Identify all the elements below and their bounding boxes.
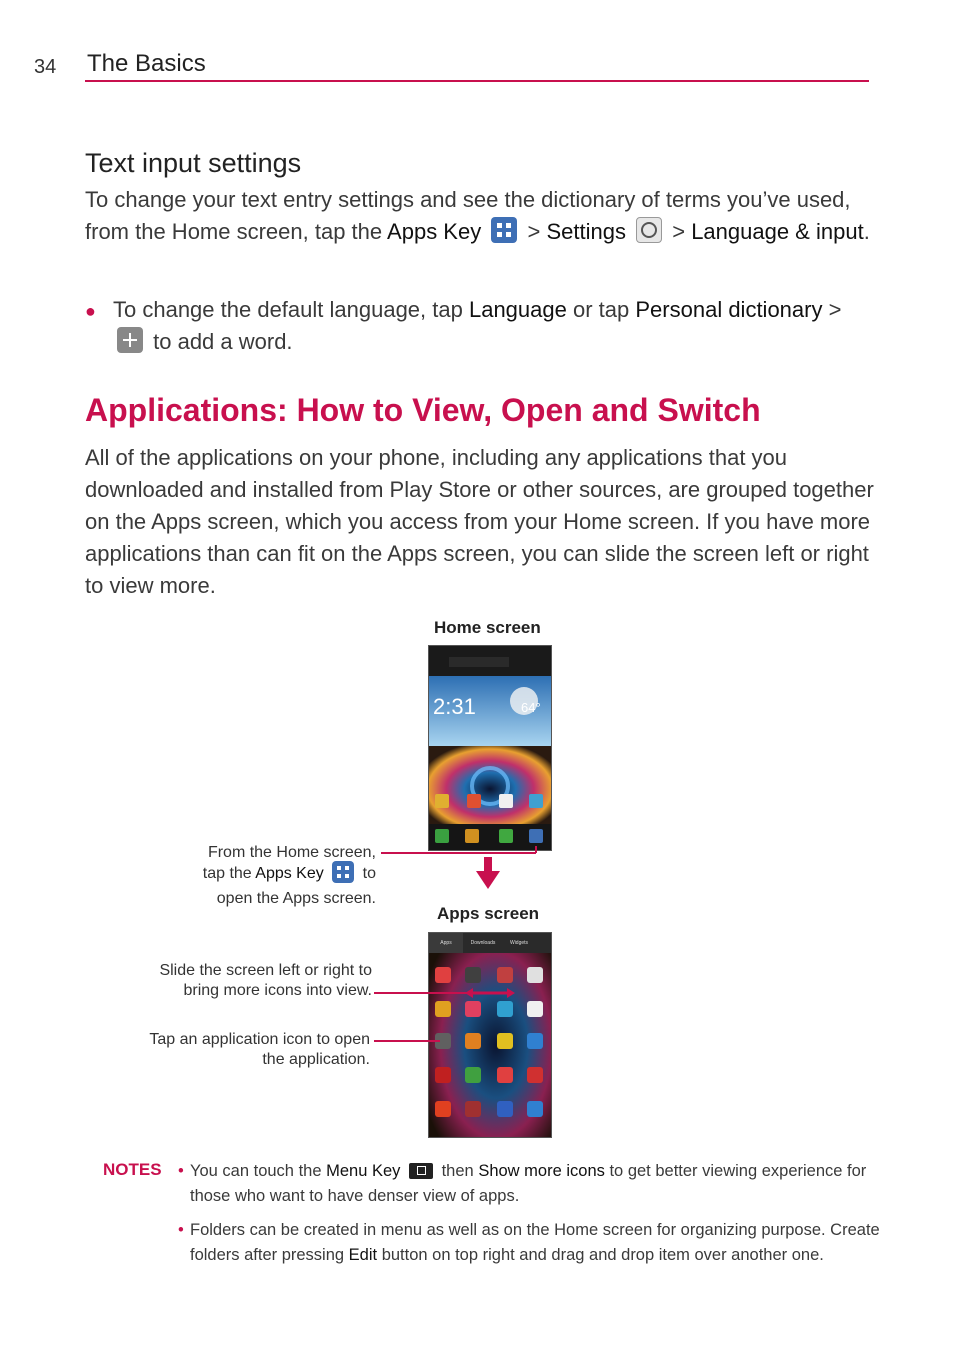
show-more-icons-label: Show more icons <box>478 1162 605 1180</box>
tab-downloads[interactable]: Downloads <box>470 940 496 946</box>
callout-text: to <box>362 865 376 883</box>
callout-leader-line <box>374 1040 440 1042</box>
page-number: 34 <box>34 56 57 78</box>
bullet-dot-icon: ● <box>85 301 96 321</box>
apps-key-icon <box>491 217 517 243</box>
callout-line: open the Apps screen. <box>216 890 376 907</box>
header-rule <box>85 80 869 82</box>
callout-line <box>140 863 376 885</box>
separator: > <box>672 219 686 244</box>
separator: > <box>527 219 541 244</box>
callout-text: tap the <box>202 865 252 883</box>
applications-heading: Applications: How to View, Open and Switch <box>85 392 761 428</box>
note-bullet-icon: • <box>178 1221 184 1239</box>
apps-key-label: Apps Key <box>387 219 482 244</box>
home-screen-title: Home screen <box>434 618 541 637</box>
plus-icon <box>117 327 143 353</box>
language-input-label: Language & input <box>691 219 864 244</box>
bullet-or: or tap <box>572 297 630 322</box>
callout-line: From the Home screen, <box>207 844 376 861</box>
callout-line: bring more icons into view. <box>183 982 372 999</box>
home-screen-image <box>428 645 552 851</box>
personal-dictionary-label: Personal dictionary <box>635 297 823 322</box>
apps-screen-illustration <box>429 933 551 1137</box>
callout-tap-icon <box>120 1030 370 1070</box>
tab-widgets[interactable]: Widgets <box>509 940 529 946</box>
callout-line: Tap an application icon to open <box>149 1031 370 1048</box>
down-arrow-icon <box>476 857 500 889</box>
note-text: Folders can be created in menu as well as on the Home screen for organizing purpose. Create folders after pressing <box>190 1221 880 1264</box>
menu-key-label: Menu Key <box>326 1162 401 1180</box>
text-input-heading: Text input settings <box>85 148 302 178</box>
apps-tab-bar <box>429 933 551 953</box>
separator: > <box>828 297 842 322</box>
callout-leader-line <box>381 852 536 854</box>
settings-gear-icon <box>636 217 662 243</box>
edit-label: Edit <box>348 1246 378 1264</box>
home-clock: 2:31 <box>433 694 476 719</box>
bullet-text-a: To change the default language, tap <box>113 297 463 322</box>
callout-line: Slide the screen left or right to <box>159 962 372 979</box>
para-text: To change your text entry settings and see the dictionary of terms you’ve used, from the Home screen, tap the <box>85 187 851 244</box>
note-item <box>178 1218 880 1268</box>
tab-apps[interactable]: Apps <box>440 940 452 946</box>
applications-paragraph: All of the applications on your phone, including any applications that you downloaded and installed from Play Store or other sources, are grouped together on the Apps screen, which you access from your Home screen. If you have more applications than can fit on the Apps screen, you can slide the screen left or right to view more. <box>85 445 874 598</box>
apps-screen-title: Apps screen <box>437 904 540 923</box>
apps-key-icon <box>332 861 354 883</box>
section-title: The Basics <box>87 50 206 77</box>
language-label: Language <box>468 297 567 322</box>
text-input-paragraph <box>85 184 875 248</box>
callout-leader-tick <box>535 846 537 853</box>
home-screen-illustration <box>429 646 551 850</box>
bullet-item <box>85 294 875 354</box>
note-text: You can touch the <box>190 1162 322 1180</box>
bullet-text <box>113 294 853 358</box>
settings-label: Settings <box>546 219 626 244</box>
note-text: to get better viewing experience for those who want to have denser view of apps. <box>190 1162 867 1205</box>
callout-slide <box>120 961 372 1001</box>
note-text: button on top right and drag and drop item over another one. <box>381 1246 824 1264</box>
callout-open-apps <box>140 843 376 909</box>
callout-apps-key: Apps Key <box>255 865 324 883</box>
notes-label: NOTES <box>103 1160 162 1179</box>
callout-leader-line <box>374 992 468 994</box>
bullet-end: to add a word. <box>153 329 293 354</box>
note-bullet-icon: • <box>178 1162 184 1180</box>
note-text: then <box>441 1162 474 1180</box>
callout-line: the application. <box>262 1051 370 1068</box>
home-temperature: 64° <box>521 700 541 715</box>
period: . <box>863 219 870 244</box>
note-item <box>178 1159 870 1209</box>
menu-key-icon <box>409 1163 433 1179</box>
apps-screen-image <box>428 932 552 1138</box>
